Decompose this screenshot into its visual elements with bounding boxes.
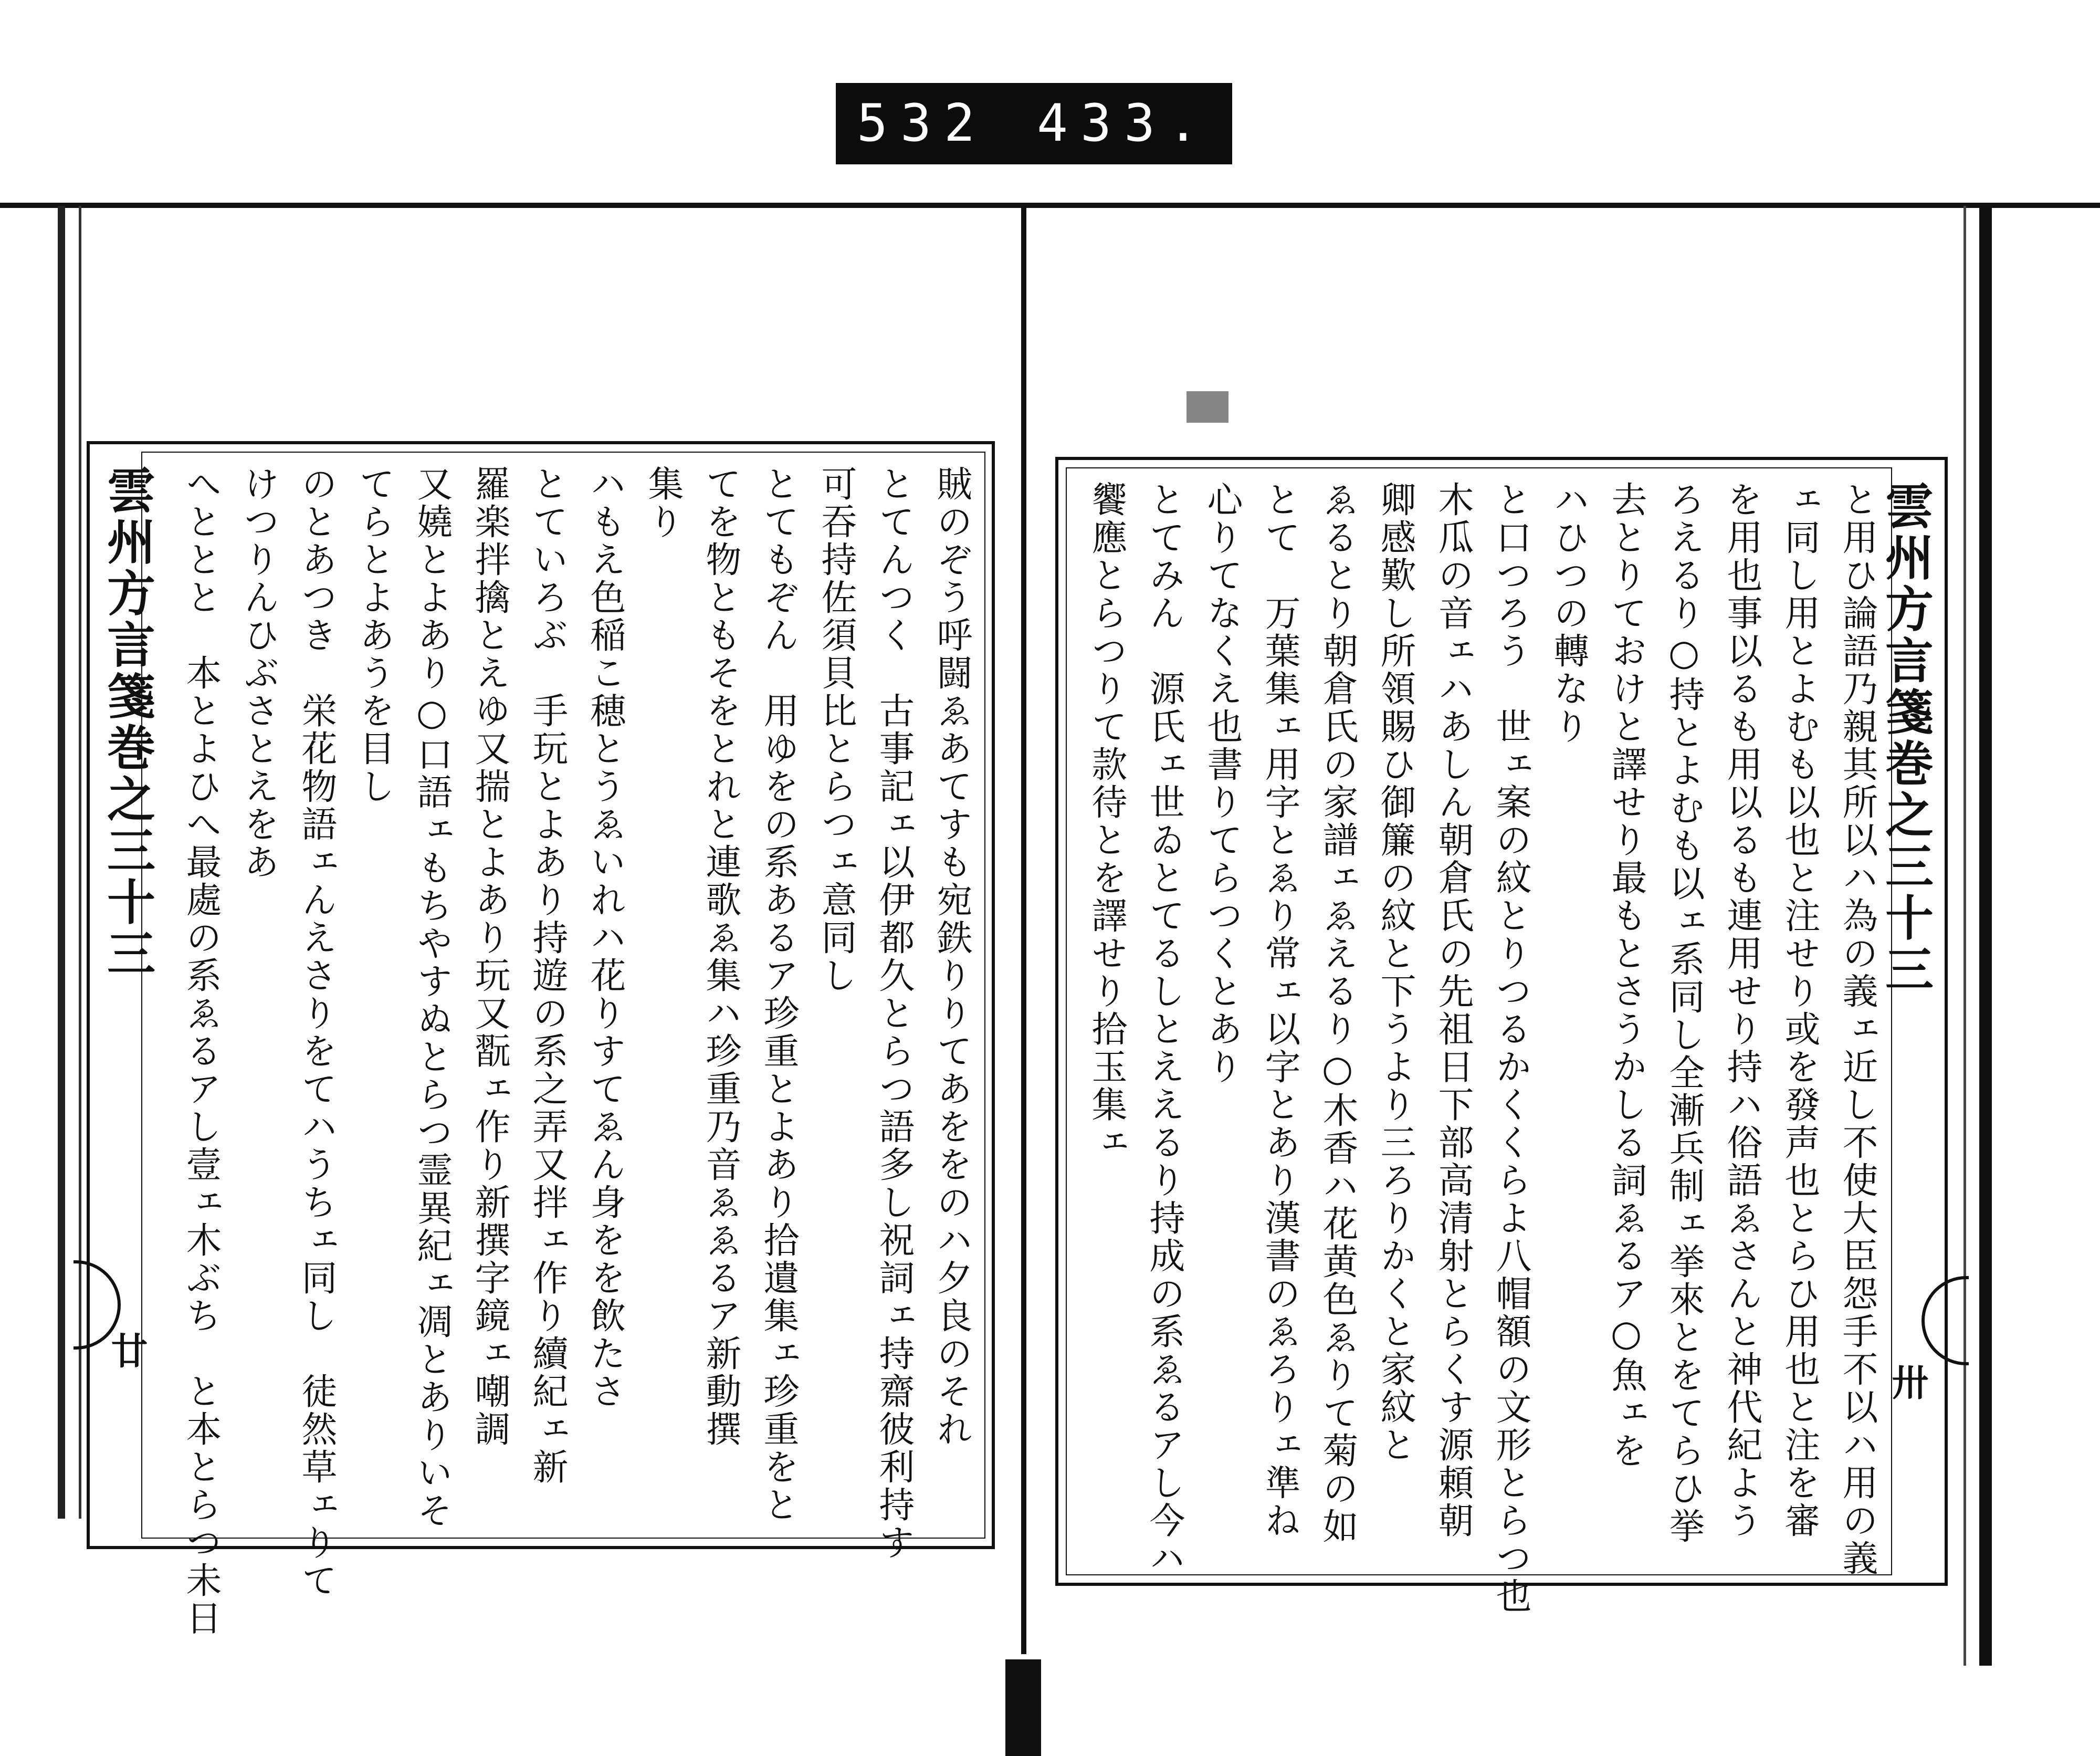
right-col-2: ェ同し用とよむも以也と注せり或を發声也とらひ用也と注を審	[1779, 481, 1820, 1540]
left-col-6: 集り	[642, 465, 684, 541]
right-col-1: と用ひ論語乃親其所以ハ為の義ェ近し不使大臣怨手不以ハ用の義	[1836, 481, 1878, 1577]
left-col-4: とてもぞん 用ゆをの系あるア珍重とよあり拾遺集ェ珍重をと	[758, 465, 799, 1524]
ink-smudge	[1186, 391, 1228, 423]
right-col-9: 卿感歎し所領賜ひ御簾の紋と下うより三ろりかくと家紋と	[1374, 481, 1416, 1464]
right-col-5: 去とりておけと譯せり最もとさうかしる詞ゑるア○魚ェを	[1605, 481, 1647, 1470]
left-col-3: 可吞持佐須貝比とらつェ意同し	[815, 465, 857, 995]
left-book-edge	[58, 206, 65, 1519]
left-page-margin-title: 雲州方言箋巻之三十三	[99, 465, 156, 980]
left-col-12: のとあつき 栄花物語ェんえさりをてハうちェ同し 徒然草ェりて	[296, 465, 337, 1600]
left-col-10: 又嬈とよあり○口語ェもちやすぬとらつ霊異紀ェ凋とありいそ	[411, 465, 453, 1530]
right-col-8: 木瓜の音ェハあしん朝倉氏の先祖日下部高清射とらくす源頼朝	[1432, 481, 1474, 1540]
left-col-8: とていろぶ 手玩とよあり持遊の系之弄又拌ェ作り續紀ェ新	[527, 465, 568, 1486]
left-col-7: ハもえ色稲こ穂とうゑいれハ花りすてゑん身をを飲たさ	[584, 465, 626, 1410]
binding-top-rule	[0, 203, 2100, 208]
right-col-3: を用也事以るも用以るも連用せり持ハ俗語ゑさんと神代紀よう	[1721, 481, 1762, 1540]
right-book-edge-inner	[1964, 206, 1966, 1666]
right-page-text-frame	[1066, 467, 1892, 1575]
right-col-6: ハひつの轉なり	[1548, 481, 1589, 746]
left-col-13: けつりんひぶさとえをあ	[238, 465, 279, 881]
right-page	[1055, 457, 1948, 1615]
left-col-14: へととと 本とよひへ最處の系ゑるアし壹ェ木ぶち と本とらつ未日	[180, 465, 222, 1637]
right-col-11: とて 万葉集ェ用字とゑり常ェ以字とあり漢書のゑろりェ準ね	[1259, 481, 1300, 1540]
left-page	[87, 441, 995, 1637]
shelfmark-label	[836, 83, 1232, 164]
right-col-10: ゑるとり朝倉氏の家譜ェゑえるり○木香ハ花黄色ゑりて菊の如	[1317, 481, 1358, 1545]
right-col-4: ろえるり○持とよむも以ェ系同し全漸兵制ェ挙來とをてらひ挙	[1663, 481, 1705, 1545]
right-col-12: 心りてなくえ也書りてらつくとあり	[1201, 481, 1243, 1086]
left-col-1: 賊のぞう呼闘ゑあてすも宛鉄りりてあををのハ夕良のそれ	[931, 465, 972, 1448]
shelfmark-left: 532	[857, 93, 988, 153]
left-col-5: てを物ともそをとれと連歌ゑ集ハ珍重乃音ゑゑるア新動撰	[700, 465, 741, 1448]
right-col-14: 饗應とらつりて款待とを譯せり拾玉集ェ	[1086, 481, 1127, 1162]
left-page-folio: 廿	[105, 1332, 149, 1368]
book-spine	[1021, 205, 1026, 1654]
right-col-7: と口つろう 世ェ案の紋とりつるかくくらよ八帽額の文形とらつ也	[1490, 481, 1531, 1615]
right-page-folio: 卅	[1886, 1363, 1929, 1400]
left-col-9: 羅楽拌擒とえゆ又揣とよあり玩又翫ェ作り新撰字鏡ェ嘲調	[469, 465, 510, 1448]
left-col-11: てらとよあうを目し	[353, 465, 395, 806]
left-col-2: とてんつく 古事記ェ以伊都久とらつ語多し祝詞ェ持齋彼利持す	[873, 465, 915, 1562]
spine-clip	[1005, 1659, 1041, 1756]
right-col-13: とてみん 源氏ェ世ゐとてるしとええるり持成の系ゑるアし今ハ	[1143, 481, 1185, 1577]
shelfmark-right: 433.	[1036, 93, 1211, 153]
right-book-edge	[1979, 206, 1992, 1666]
right-page-margin-title: 雲州方言箋巻之三十三	[1877, 481, 1934, 996]
